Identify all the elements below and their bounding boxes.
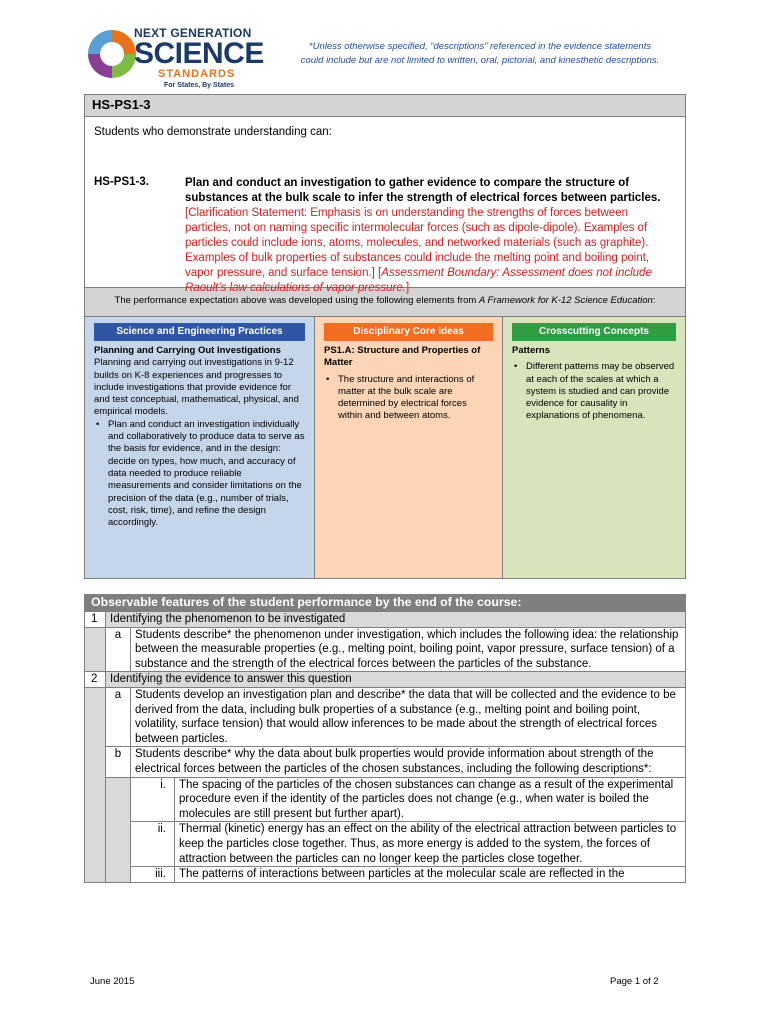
item-text: Students describe* the phenomenon under investigation, which includes the following idea: the relationship between the measurable properties (e.g., melting point, boiling point, vapor pressure, surface tension) of a substance and the strength of the electrical forces between the particles of the substance.: [131, 627, 686, 672]
observable-features-table: [84, 594, 686, 883]
practices-header: Science and Engineering Practices: [94, 323, 305, 341]
performance-expectation-box: [84, 94, 686, 579]
crosscutting-column: [503, 317, 685, 578]
ngss-logo: [84, 26, 264, 94]
section-title: Identifying the phenomenon to be investigated: [106, 612, 686, 628]
table-row: [85, 747, 686, 777]
item-text: Students describe* why the data about bulk properties would provide information about strength of the electrical forces between the particles of the chosen substances, including the following descriptions*:: [131, 747, 686, 777]
table-row: [85, 867, 686, 883]
practices-column: [85, 317, 315, 578]
core-ideas-subheader: PS1.A: Structure and Properties of Matter: [324, 345, 481, 369]
section-title: Identifying the evidence to answer this question: [106, 672, 686, 688]
logo-line-tagline: For States, By States: [164, 82, 235, 89]
assessment-bracket-close: ]: [405, 282, 410, 294]
table-row: [85, 687, 686, 746]
assessment-boundary: Assessment Boundary: Assessment does not include Raoult’s law calculations of vapor pressure.: [185, 267, 652, 294]
framework-text: The performance expectation above was developed using the following elements from: [114, 295, 479, 306]
item-letter: a: [106, 687, 131, 746]
item-letter: b: [106, 747, 131, 777]
subitem-label: i.: [131, 777, 175, 822]
ngss-logo-mark-icon: [84, 26, 140, 82]
pe-text: [185, 176, 675, 296]
table-row: [85, 822, 686, 867]
disclaimer-line-1: *Unless otherwise specified, “descriptions” referenced in the evidence statements: [308, 41, 652, 52]
crosscutting-header: Crosscutting Concepts: [512, 323, 676, 341]
clarification-statement: [Clarification Statement: Emphasis is on understanding the strengths of forces between particles, not on naming specific intermolecular forces (such as dipole-dipole). Examples of particles could include ions, atoms, molecules, and networked materials (such as graphite). Examples of bulk properties of substances could include the melting point and boiling point, vapor pressure, and surface tension.]: [185, 207, 650, 279]
pe-statement: Plan and conduct an investigation to gather evidence to compare the structure of substances at the bulk scale to infer the strength of electrical forces between particles.: [185, 177, 661, 204]
subitem-label: iii.: [131, 867, 175, 883]
framework-title: A Framework for K-12 Science Education: [478, 295, 653, 306]
practices-bullet: • Plan and conduct an investigation individually and collaboratively to produce data to serve as the basis for evidence, and in the design: decide on types, how much, and accuracy of data needed to produce reliable measurements and consider limitations on the precision of the data (e.g., number of trials, cost, risk, time), and refine the design accordingly.: [94, 419, 305, 530]
subitem-text: Thermal (kinetic) energy has an effect on the ability of the electrical attraction between particles to keep the particles close together. Thus, as more energy is added to the system, the forces of attraction between the particles can no longer keep the particles close together.: [175, 822, 686, 867]
item-spacer: [106, 777, 131, 882]
framework-suffix: :: [652, 295, 656, 306]
crosscutting-bullet: • Different patterns may be observed at each of the scales at which a system is studied and can provide evidence for causality in explanations of phenomena.: [512, 361, 676, 422]
standard-code-header: HS-PS1-3: [85, 95, 685, 117]
logo-line-standards: STANDARDS: [158, 68, 236, 80]
footer-date: June 2015: [90, 976, 135, 987]
observable-title: Observable features of the student performance by the end of the course:: [85, 595, 686, 612]
crosscutting-subheader: Patterns: [512, 345, 551, 356]
ngss-logo-text: [134, 26, 264, 91]
core-ideas-column: [315, 317, 503, 578]
foundation-columns: [85, 317, 685, 578]
section-number: 2: [85, 672, 106, 688]
descriptions-disclaimer: [270, 40, 690, 68]
section-spacer: [85, 687, 106, 882]
table-row: [85, 672, 686, 688]
section-number: 1: [85, 612, 106, 628]
subitem-label: ii.: [131, 822, 175, 867]
page-number: Page 1 of 2: [610, 976, 659, 987]
performance-expectation-section: [85, 117, 685, 294]
core-ideas-header: Disciplinary Core Ideas: [324, 323, 493, 341]
logo-line-science: SCIENCE: [134, 37, 264, 70]
logo-line-next-generation: NEXT GENERATION: [134, 26, 252, 40]
observable-title-row: [85, 595, 686, 612]
table-row: [85, 627, 686, 672]
item-letter: a: [106, 627, 131, 672]
practices-subheader: Planning and Carrying Out Investigations: [94, 345, 281, 356]
pe-code: HS-PS1-3.: [94, 176, 149, 188]
disclaimer-line-2: could include but are not limited to written, oral, pictorial, and kinesthetic descriptions.: [300, 55, 660, 66]
subitem-text: The spacing of the particles of the chosen substances can change as a result of the experimental procedure even if the identity of the particles does not change (e.g., when water is boiled the molecules are still present but further apart).: [175, 777, 686, 822]
table-row: [85, 777, 686, 822]
section-spacer: [85, 627, 106, 672]
students-intro: Students who demonstrate understanding can:: [94, 126, 332, 138]
item-text: Students develop an investigation plan and describe* the data that will be collected and the evidence to be derived from the data, including bulk properties of a substance (e.g., melting point and boiling point, volatility, surface tension) that would allow inferences to be made about the strength of electrical forces between particles.: [131, 687, 686, 746]
table-row: [85, 612, 686, 628]
subitem-text: The patterns of interactions between particles at the molecular scale are reflected in the: [175, 867, 686, 883]
assessment-bracket-open: [: [374, 267, 382, 279]
core-ideas-bullet: • The structure and interactions of matter at the bulk scale are determined by electrical forces within and between atoms.: [324, 374, 493, 423]
practices-intro: Planning and carrying out investigations in 9-12 builds on K-8 experiences and progresses to include investigations that provide evidence for and test conceptual, mathematical, physical, and empirical models.: [94, 357, 299, 418]
